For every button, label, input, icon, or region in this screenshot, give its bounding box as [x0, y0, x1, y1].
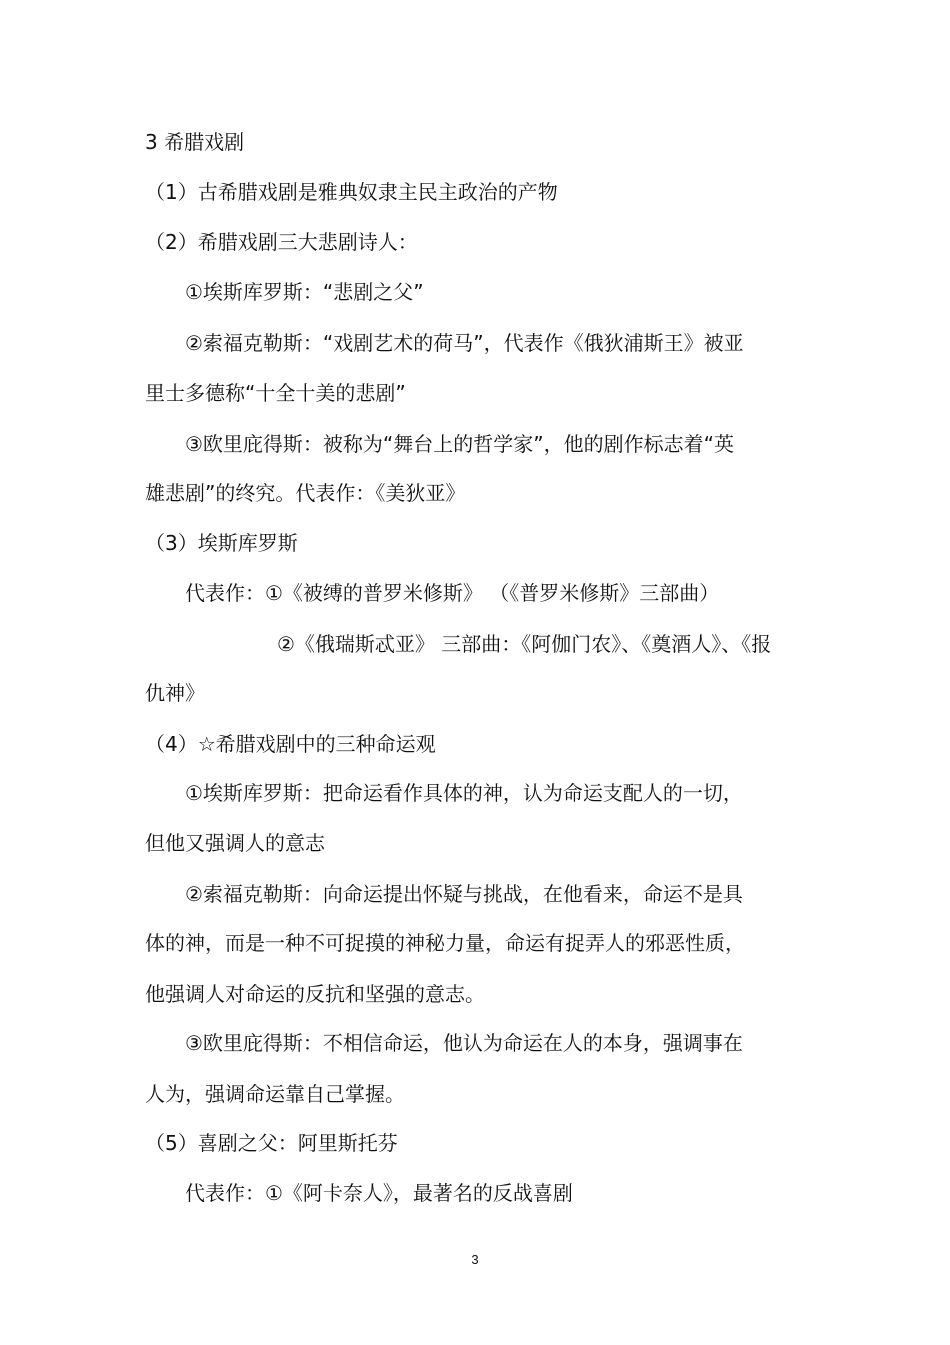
paragraph-line: 雄悲剧”的终究。代表作：《美狄亚》 — [145, 481, 466, 505]
paragraph-line: （4）☆希腊戏剧中的三种命运观 — [145, 732, 436, 756]
paragraph-line: ①埃斯库罗斯：“悲剧之父” — [185, 280, 424, 304]
paragraph-line: ③欧里庇得斯：被称为“舞台上的哲学家”，他的剧作标志着“英 — [185, 432, 735, 456]
paragraph-line: ②《俄瑞斯忒亚》 三部曲：《阿伽门农》、《奠酒人》、《报 — [277, 632, 772, 656]
paragraph-line: 仇神》 — [145, 681, 205, 705]
paragraph-line: 人为，强调命运靠自己掌握。 — [145, 1082, 405, 1106]
paragraph-line: （2）希腊戏剧三大悲剧诗人： — [145, 230, 418, 254]
paragraph-line: 他强调人对命运的反抗和坚强的意志。 — [145, 982, 485, 1006]
paragraph-line: 体的神，而是一种不可捉摸的神秘力量，命运有捉弄人的邪恶性质， — [145, 931, 745, 955]
paragraph-line: ②索福克勒斯：“戏剧艺术的荷马”，代表作《俄狄浦斯王》被亚 — [185, 331, 744, 355]
paragraph-line: ③欧里庇得斯：不相信命运，他认为命运在人的本身，强调事在 — [185, 1031, 743, 1055]
paragraph-line: 但他又强调人的意志 — [145, 831, 325, 855]
section-heading: 3 希腊戏剧 — [145, 130, 245, 154]
paragraph-line: 代表作：①《阿卡奈人》，最著名的反战喜剧 — [185, 1181, 573, 1205]
paragraph-line: ①埃斯库罗斯：把命运看作具体的神，认为命运支配人的一切， — [185, 781, 743, 805]
page-number: 3 — [471, 1252, 479, 1267]
paragraph-line: （3）埃斯库罗斯 — [145, 531, 298, 555]
paragraph-line: （1）古希腊戏剧是雅典奴隶主民主政治的产物 — [145, 180, 558, 204]
paragraph-line: （5）喜剧之父：阿里斯托芬 — [145, 1131, 398, 1155]
paragraph-line: ②索福克勒斯：向命运提出怀疑与挑战，在他看来，命运不是具 — [185, 882, 743, 906]
paragraph-line: 里士多德称“十全十美的悲剧” — [145, 381, 406, 405]
paragraph-line: 代表作：①《被缚的普罗米修斯》 （《普罗米修斯》三部曲） — [185, 581, 720, 605]
